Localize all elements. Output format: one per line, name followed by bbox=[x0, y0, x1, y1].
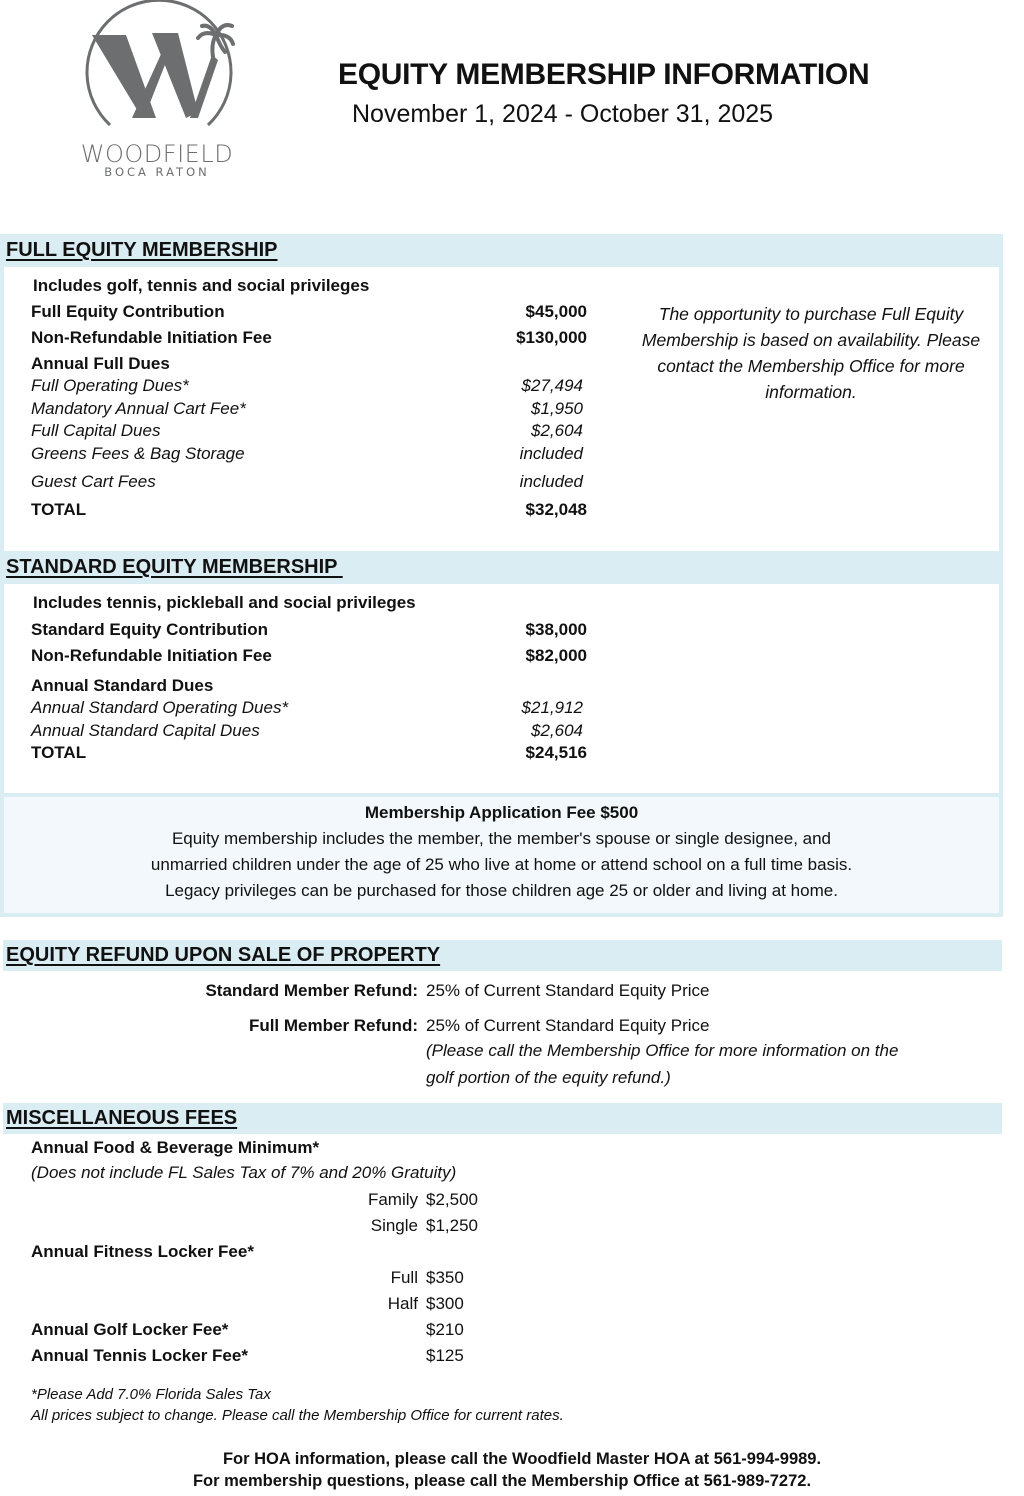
fitness-half-label: Half bbox=[387, 1294, 418, 1313]
standard-dues-label: Annual Standard Operating Dues* bbox=[31, 698, 289, 717]
standard-initiation-value: $82,000 bbox=[525, 646, 587, 665]
refund-heading: EQUITY REFUND UPON SALE OF PROPERTY bbox=[6, 944, 441, 966]
golf-locker-value: $210 bbox=[426, 1320, 464, 1339]
full-contribution-value: $45,000 bbox=[525, 302, 587, 321]
full-includes: Includes golf, tennis and social privileges bbox=[33, 276, 370, 295]
standard-contribution-label: Standard Equity Contribution bbox=[31, 620, 269, 639]
fb-minimum-label: Annual Food & Beverage Minimum* bbox=[31, 1138, 320, 1157]
date-range: November 1, 2024 - October 31, 2025 bbox=[352, 100, 774, 128]
price-change-footnote: All prices subject to change. Please call the Membership Office for current rates. bbox=[31, 1407, 564, 1424]
full-dues-label: Greens Fees & Bag Storage bbox=[31, 444, 245, 463]
full-initiation-value: $130,000 bbox=[516, 328, 587, 347]
full-total-value: $32,048 bbox=[525, 500, 587, 519]
standard-refund-label: Standard Member Refund: bbox=[205, 981, 418, 1000]
full-dues-label: Mandatory Annual Cart Fee* bbox=[31, 399, 246, 418]
full-dues-label: Full Capital Dues bbox=[31, 421, 161, 440]
full-dues-value: $27,494 bbox=[521, 376, 583, 395]
full-equity-header bbox=[0, 234, 1003, 267]
tennis-locker-label: Annual Tennis Locker Fee* bbox=[31, 1346, 248, 1365]
standard-dues-heading: Annual Standard Dues bbox=[31, 676, 214, 695]
full-dues-value: $1,950 bbox=[531, 399, 583, 418]
full-refund-label: Full Member Refund: bbox=[248, 1016, 418, 1035]
fitness-locker-label: Annual Fitness Locker Fee* bbox=[31, 1242, 254, 1261]
fb-family-label: Family bbox=[367, 1190, 418, 1209]
standard-refund-value: 25% of Current Standard Equity Price bbox=[426, 981, 710, 1000]
fb-single-label: Single bbox=[370, 1216, 418, 1235]
fb-minimum-note: (Does not include FL Sales Tax of 7% and 20% Gratuity) bbox=[31, 1163, 457, 1182]
application-line: unmarried children under the age of 25 who live at home or attend school on a full time basis. bbox=[150, 855, 853, 874]
full-dues-value: $2,604 bbox=[531, 421, 583, 440]
misc-header bbox=[3, 1103, 1002, 1134]
fb-single-value: $1,250 bbox=[426, 1216, 478, 1235]
standard-equity-heading: STANDARD EQUITY MEMBERSHIP bbox=[6, 556, 343, 578]
standard-total-value: $24,516 bbox=[525, 743, 587, 762]
full-dues-value: included bbox=[519, 472, 583, 491]
logo-location: BOCA RATON bbox=[104, 165, 210, 179]
full-dues-heading: Annual Full Dues bbox=[31, 354, 170, 373]
logo-name: WOODFIELD bbox=[80, 140, 234, 168]
standard-dues-label: Annual Standard Capital Dues bbox=[31, 721, 260, 740]
standard-dues-value: $21,912 bbox=[521, 698, 583, 717]
application-line: Legacy privileges can be purchased for those children age 25 or older and living at home. bbox=[165, 881, 838, 900]
standard-equity-header bbox=[0, 551, 1003, 584]
standard-initiation-label: Non-Refundable Initiation Fee bbox=[31, 646, 272, 665]
standard-contribution-value: $38,000 bbox=[525, 620, 587, 639]
full-equity-heading: FULL EQUITY MEMBERSHIP bbox=[6, 239, 278, 261]
standard-dues-value: $2,604 bbox=[531, 721, 583, 740]
full-refund-value: 25% of Current Standard Equity Price bbox=[426, 1016, 710, 1035]
standard-includes: Includes tennis, pickleball and social privileges bbox=[33, 593, 416, 612]
misc-heading: MISCELLANEOUS FEES bbox=[6, 1107, 238, 1129]
full-total-label: TOTAL bbox=[31, 500, 87, 519]
hoa-contact: For HOA information, please call the Woodfield Master HOA at 561-994-9989. bbox=[222, 1450, 822, 1468]
standard-total-label: TOTAL bbox=[31, 743, 87, 762]
page-title: EQUITY MEMBERSHIP INFORMATION bbox=[338, 58, 870, 91]
fitness-full-label: Full bbox=[390, 1268, 418, 1287]
application-line: Equity membership includes the member, the member's spouse or single designee, and bbox=[171, 829, 832, 848]
application-fee: Membership Application Fee $500 bbox=[364, 803, 639, 822]
full-initiation-label: Non-Refundable Initiation Fee bbox=[31, 328, 272, 347]
full-dues-label: Full Operating Dues* bbox=[31, 376, 189, 395]
full-refund-note: (Please call the Membership Office for more information on the bbox=[426, 1041, 899, 1060]
full-dues-label: Guest Cart Fees bbox=[31, 472, 156, 491]
full-contribution-label: Full Equity Contribution bbox=[31, 302, 225, 321]
full-dues-value: included bbox=[519, 444, 583, 463]
application-fee-panel bbox=[0, 793, 1003, 917]
full-refund-note: golf portion of the equity refund.) bbox=[426, 1068, 671, 1087]
refund-header bbox=[3, 940, 1002, 971]
fitness-full-value: $350 bbox=[426, 1268, 464, 1287]
fitness-half-value: $300 bbox=[426, 1294, 464, 1313]
golf-locker-label: Annual Golf Locker Fee* bbox=[31, 1320, 229, 1339]
full-availability-note: The opportunity to purchase Full Equity Membership is based on availability. Please contact the Membership Office for more information. bbox=[641, 304, 981, 402]
membership-contact: For membership questions, please call the Membership Office at 561-989-7272. bbox=[192, 1472, 812, 1490]
tennis-locker-value: $125 bbox=[426, 1346, 464, 1365]
sales-tax-footnote: *Please Add 7.0% Florida Sales Tax bbox=[31, 1386, 271, 1403]
fb-family-value: $2,500 bbox=[426, 1190, 478, 1209]
